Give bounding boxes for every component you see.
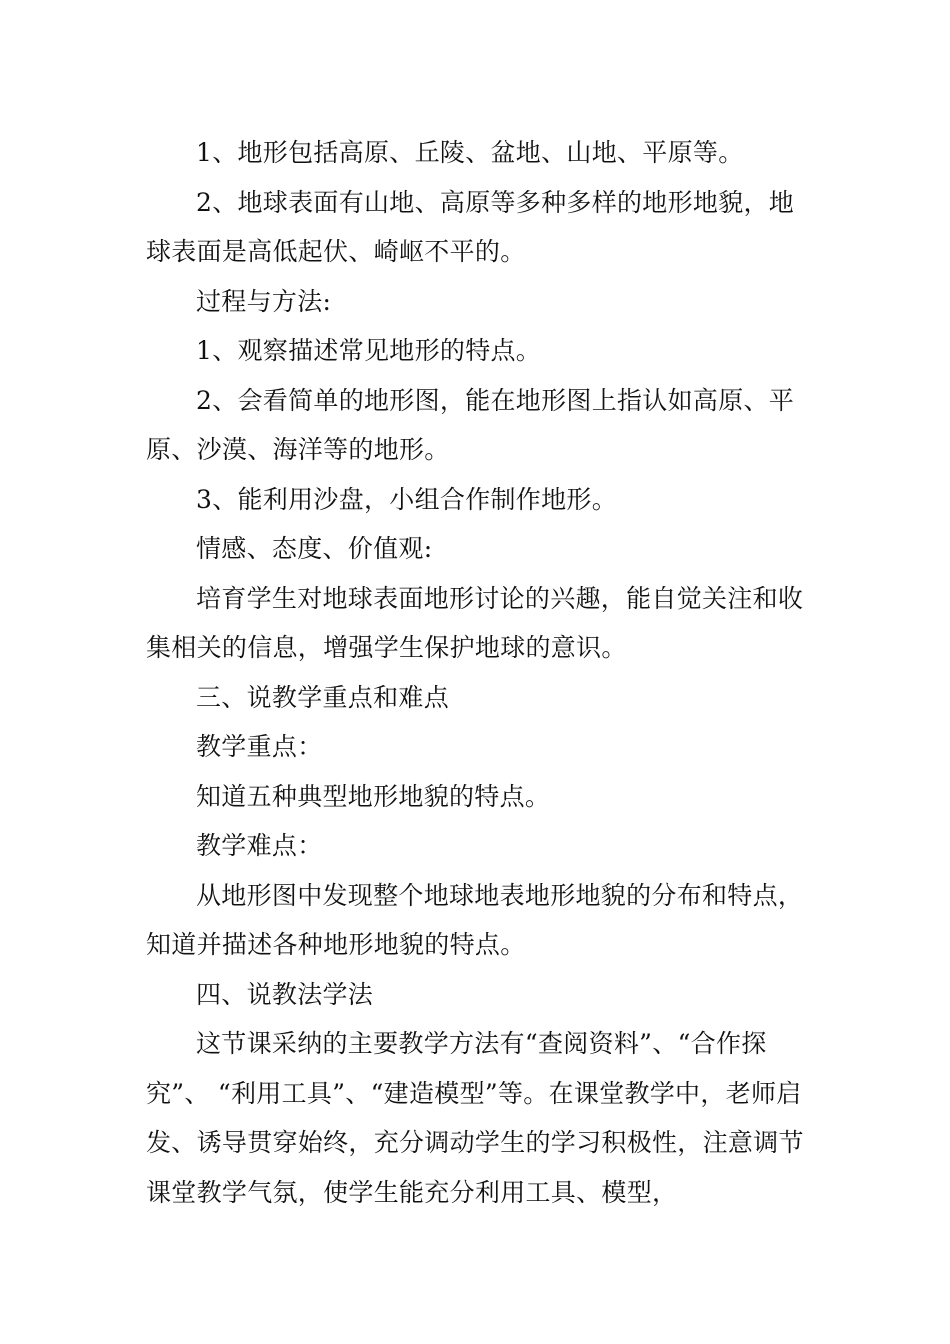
paragraph-process-3: 3、能利用沙盘，小组合作制作地形。 [196, 484, 618, 514]
paragraph-teaching-focus: 知道五种典型地形地貌的特点。 [196, 781, 551, 811]
heading-process-method: 过程与方法: [196, 286, 332, 316]
paragraph-knowledge-1: 1、地形包括高原、丘陵、盆地、山地、平原等。 [196, 138, 744, 167]
heading-teaching-focus: 教学重点： [196, 732, 323, 761]
paragraph-process-1: 1、观察描述常见地形的特点。 [196, 336, 542, 365]
paragraph-teaching-difficulty: 从地形图中发现整个地球地表地形地貌的分布和特点，知道并描述各种地形地貌的特点。 [146, 880, 804, 959]
heading-section-four: 四、说教法学法 [196, 979, 374, 1009]
paragraph-process-2: 2、会看简单的地形图，能在地形图上指认如高原、平原、沙漠、海洋等的地形。 [146, 385, 795, 464]
heading-emotion-attitude-values: 情感、态度、价值观: [196, 534, 433, 563]
document-body [146, 128, 810, 1217]
heading-teaching-difficulty: 教学难点： [196, 831, 323, 860]
heading-section-three: 三、说教学重点和难点 [196, 682, 450, 712]
paragraph-knowledge-2: 2、地球表面有山地、高原等多种多样的地形地貌，地球表面是高低起伏、崎岖不平的。 [146, 187, 795, 266]
paragraph-teaching-methods: 这节课采纳的主要教学方法有“查阅资料”、“合作探究”、 “利用工具”、“建造模型”等。在课堂教学中，老师启发、诱导贯穿始终，充分调动学生的学习积极性，注意调节课堂教学气氛，使学生能充分利用工具、模型， [146, 1029, 804, 1207]
paragraph-emotion: 培育学生对地球表面地形讨论的兴趣，能自觉关注和收集相关的信息，增强学生保护地球的意识。 [146, 583, 804, 662]
